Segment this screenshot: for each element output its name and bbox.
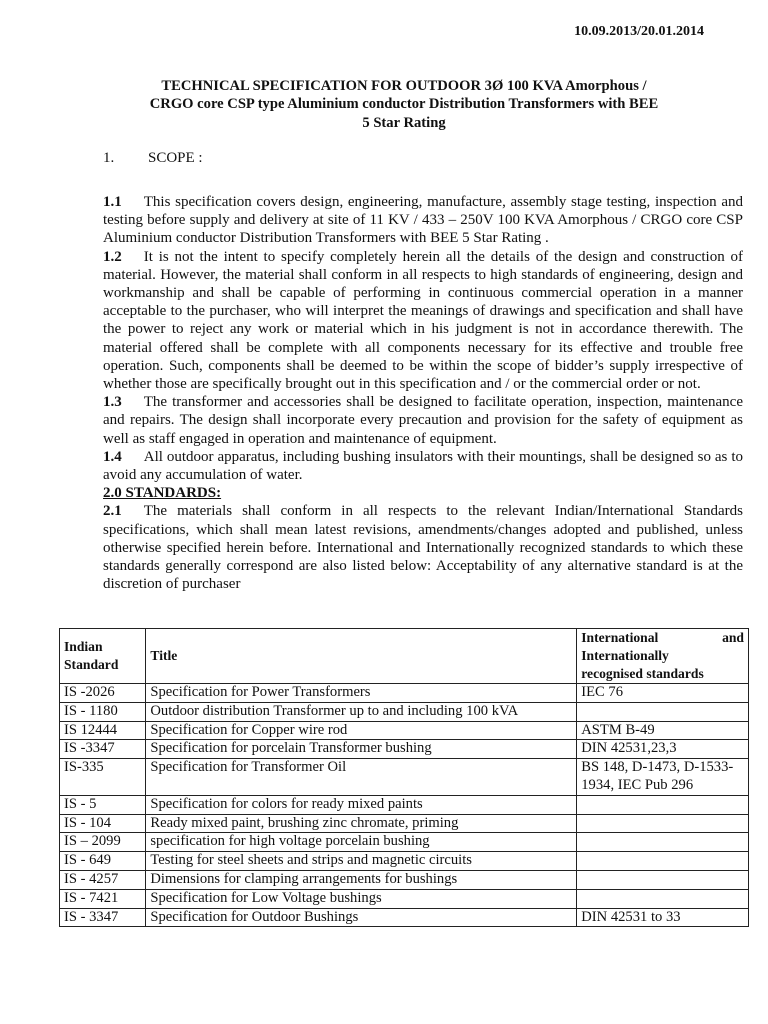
- table-row: [60, 684, 749, 703]
- cell-international-standard: [577, 889, 749, 908]
- title-line-3: 5 Star Rating: [362, 114, 446, 131]
- section-number: 1.2: [103, 248, 122, 265]
- section-number: 1.1: [103, 194, 122, 210]
- cell-indian-standard: IS - 7421: [60, 889, 146, 908]
- cell-title: specification for high voltage porcelain bushing: [146, 833, 577, 852]
- table-row: [60, 721, 749, 740]
- cell-international-standard: [577, 852, 749, 871]
- table-row: [60, 795, 749, 814]
- section-text: This specification covers design, engineering, manufacture, assembly stage testing, inspection and testing before supply and delivery at site of 11 KV / 433 – 250V 100 KVA Amorphous / CRGO core CSP Aluminium conductor Distribution Transformers with BEE 5 Star Rating .: [103, 194, 743, 247]
- title-line-2: CRGO core CSP type Aluminium conductor Distribution Transformers with BEE: [149, 96, 659, 113]
- document-title: [60, 77, 748, 132]
- cell-indian-standard: IS -3347: [60, 740, 146, 759]
- header-indian-standard: Indian Standard: [60, 629, 146, 684]
- cell-international-standard: DIN 42531,23,3: [577, 740, 749, 759]
- section-text: All outdoor apparatus, including bushing insulators with their mountings, shall be designed so as to avoid any accumulation of water.: [103, 448, 743, 484]
- table-row: [60, 870, 749, 889]
- cell-indian-standard: IS - 1180: [60, 702, 146, 721]
- section-text: The transformer and accessories shall be designed to facilitate operation, inspection, maintenance and repairs. The design shall incorporate every precaution and provision for the safety of equipment as well as staff engaged in operation and maintenance of equipment.: [103, 394, 743, 447]
- cell-indian-standard: IS -2026: [60, 684, 146, 703]
- cell-indian-standard: IS - 649: [60, 852, 146, 871]
- section-text: The materials shall conform in all respects to the relevant Indian/International Standards specifications, which shall mean latest revisions, amendments/changes adopted and published, unless otherwise specified herein before. International and Internationally recognized standards to which these standards generally correspond are also listed below: Acceptability of any alternative standard is at the discretion of purchaser: [103, 503, 743, 593]
- table-row: [60, 852, 749, 871]
- standards-table: [59, 628, 749, 927]
- section-number: 1.3: [103, 394, 122, 411]
- cell-international-standard: [577, 702, 749, 721]
- header-international: International and Internationally recognised standards: [577, 629, 749, 684]
- cell-title: Specification for Power Transformers: [146, 684, 577, 703]
- section-1-1: [103, 193, 743, 248]
- cell-international-standard: [577, 795, 749, 814]
- section-number: 2.1: [103, 503, 122, 520]
- cell-indian-standard: IS – 2099: [60, 833, 146, 852]
- cell-international-standard: ASTM B-49: [577, 721, 749, 740]
- cell-indian-standard: IS - 3347: [60, 908, 146, 927]
- specification-body: [103, 193, 743, 593]
- scope-heading: [103, 149, 203, 167]
- cell-international-standard: BS 148, D-1473, D-1533- 1934, IEC Pub 296: [577, 759, 749, 796]
- table-row: [60, 702, 749, 721]
- section-1-4: [103, 448, 743, 484]
- table-row: [60, 759, 749, 796]
- cell-international-standard: DIN 42531 to 33: [577, 908, 749, 927]
- scope-label: SCOPE :: [148, 150, 203, 166]
- section-1-3: [103, 393, 743, 448]
- cell-international-standard: [577, 814, 749, 833]
- cell-title: Specification for Copper wire rod: [146, 721, 577, 740]
- cell-indian-standard: IS-335: [60, 759, 146, 796]
- cell-title: Specification for porcelain Transformer bushing: [146, 740, 577, 759]
- cell-indian-standard: IS - 104: [60, 814, 146, 833]
- cell-title: Specification for Transformer Oil: [146, 759, 577, 796]
- cell-title: Outdoor distribution Transformer up to and including 100 kVA: [146, 702, 577, 721]
- cell-title: Ready mixed paint, brushing zinc chromate, priming: [146, 814, 577, 833]
- cell-indian-standard: IS - 5: [60, 795, 146, 814]
- table-row: [60, 908, 749, 927]
- section-text: It is not the intent to specify completely herein all the details of the design and construction of material. However, the material shall conform in all respects to high standards of engineering, design and workmanship and shall be capable of performing in continuous commercial operation in a manner acceptable to the purchaser, who will interpret the meanings of drawings and specification and shall have the power to reject any work or material which in his judgment is not in accordance therewith. The material offered shall be complete with all components necessary for its effective and trouble free operation. Such, components shall be deemed to be within the scope of bidder’s supply irrespective of whether those are specifically brought out in this specification and / or the commercial order or not.: [103, 248, 743, 393]
- table-row: [60, 814, 749, 833]
- cell-title: Specification for colors for ready mixed paints: [146, 795, 577, 814]
- table-header-row: [60, 629, 749, 684]
- cell-title: Specification for Low Voltage bushings: [146, 889, 577, 908]
- title-line-1: TECHNICAL SPECIFICATION FOR OUTDOOR 3Ø 100 KVA Amorphous /: [161, 78, 647, 94]
- section-number: 1.4: [103, 448, 122, 465]
- cell-indian-standard: IS - 4257: [60, 870, 146, 889]
- section-1-2: [103, 248, 743, 394]
- cell-title: Dimensions for clamping arrangements for bushings: [146, 870, 577, 889]
- cell-title: Specification for Outdoor Bushings: [146, 908, 577, 927]
- cell-indian-standard: IS 12444: [60, 721, 146, 740]
- cell-international-standard: IEC 76: [577, 684, 749, 703]
- section-2-1: [103, 502, 743, 593]
- scope-number: 1.: [103, 150, 115, 166]
- document-date: 10.09.2013/20.01.2014: [574, 24, 704, 39]
- standards-heading: 2.0 STANDARDS:: [103, 485, 222, 502]
- table-row: [60, 740, 749, 759]
- table-row: [60, 889, 749, 908]
- cell-international-standard: [577, 870, 749, 889]
- header-title: Title: [146, 629, 577, 684]
- table-row: [60, 833, 749, 852]
- cell-international-standard: [577, 833, 749, 852]
- cell-title: Testing for steel sheets and strips and magnetic circuits: [146, 852, 577, 871]
